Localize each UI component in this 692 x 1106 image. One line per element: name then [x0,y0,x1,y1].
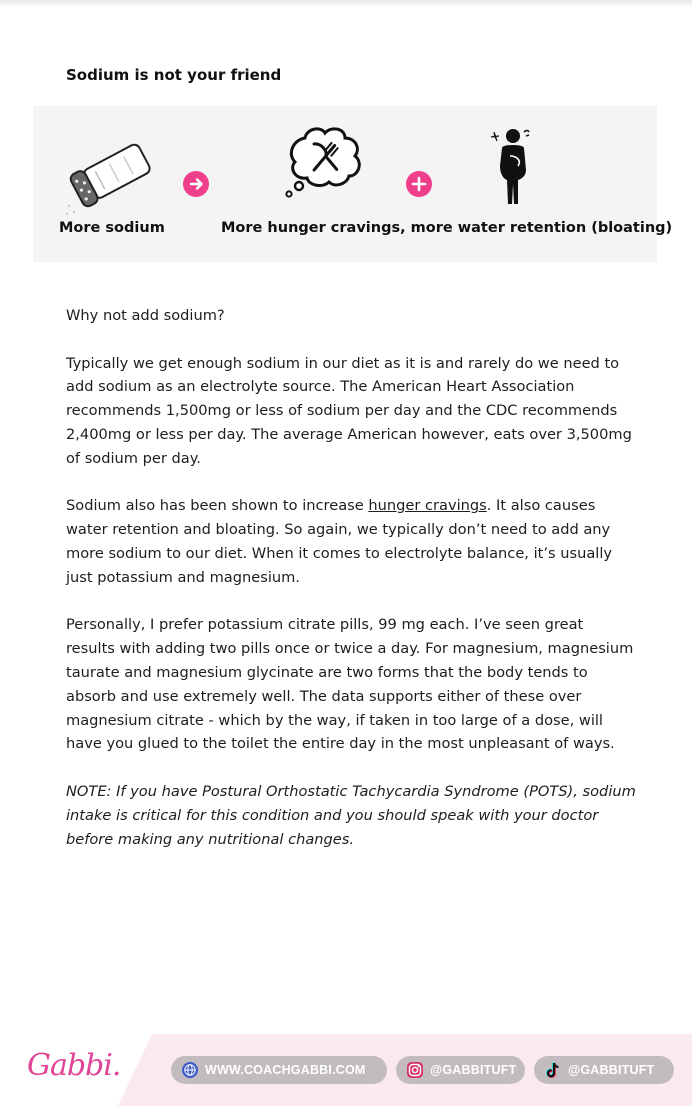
paragraph-question: Why not add sodium? [66,307,225,324]
paragraph-supplements: Personally, I prefer potassium citrate pills, 99 mg each. I’ve seen great results with adding two pills once or twice a day. For magnesium, magnesium taurate and magnesium glycinate are two forms that the body tends to absorb and use extremely well. The data supports either of these over magnesium citrate - which by the way, if taken in too large of a dose, will have you glued to the toilet the entire day in the most unpleasant of ways. [66,616,634,753]
paragraph-hunger-cravings [66,494,636,589]
instagram-link[interactable] [396,1056,525,1084]
paragraph-sodium-intake: Typically we get enough sodium in our diet as it is and rarely do we need to add sodium as an electrolyte source. The American Heart Association recommends 1,500mg or less of sodium per day and the CDC recommends 2,400mg or less per day. The average American however, eats over 3,500mg of sodium per day. [66,354,632,467]
article-body [66,304,636,875]
gabbi-logo: Gabbi. [27,1048,121,1083]
instagram-handle: @GABBITUFT [430,1063,517,1077]
section-title: Sodium is not your friend [66,66,282,84]
pots-note: NOTE: If you have Postural Orthostatic Tachycardia Syndrome (POTS), sodium intake is critical for this condition and you should speak with your doctor before making any nutritional changes. [66,782,636,848]
instagram-icon [406,1061,424,1079]
more-sodium-label: More sodium [59,220,165,236]
tiktok-link[interactable] [534,1056,674,1084]
bloated-person-icon [488,126,536,208]
tiktok-handle: @GABBITUFT [568,1063,655,1077]
arrow-right-icon [183,171,209,197]
page-top-shadow [0,0,692,8]
website-link[interactable] [171,1056,387,1084]
salt-shaker-icon [65,134,159,216]
hunger-cravings-link[interactable]: hunger cravings [368,497,487,515]
page-footer [0,1034,692,1106]
hunger-bloating-label: More hunger cravings, more water retention (bloating) [221,220,673,236]
hunger-thought-bubble-icon [283,124,367,204]
sodium-infographic [33,106,673,262]
website-text: WWW.COACHGABBI.COM [205,1063,366,1077]
plus-icon [406,171,432,197]
tiktok-icon [544,1061,562,1079]
paragraph-text-after-link: . It also causes water retention and bloating. So again, we typically don’t need to add any more sodium to our diet. When it comes to electrolyte balance, it’s usually just potassium and magnesium. [66,497,613,586]
paragraph-text-before-link: Sodium also has been shown to increase [66,497,369,515]
globe-icon [181,1061,199,1079]
